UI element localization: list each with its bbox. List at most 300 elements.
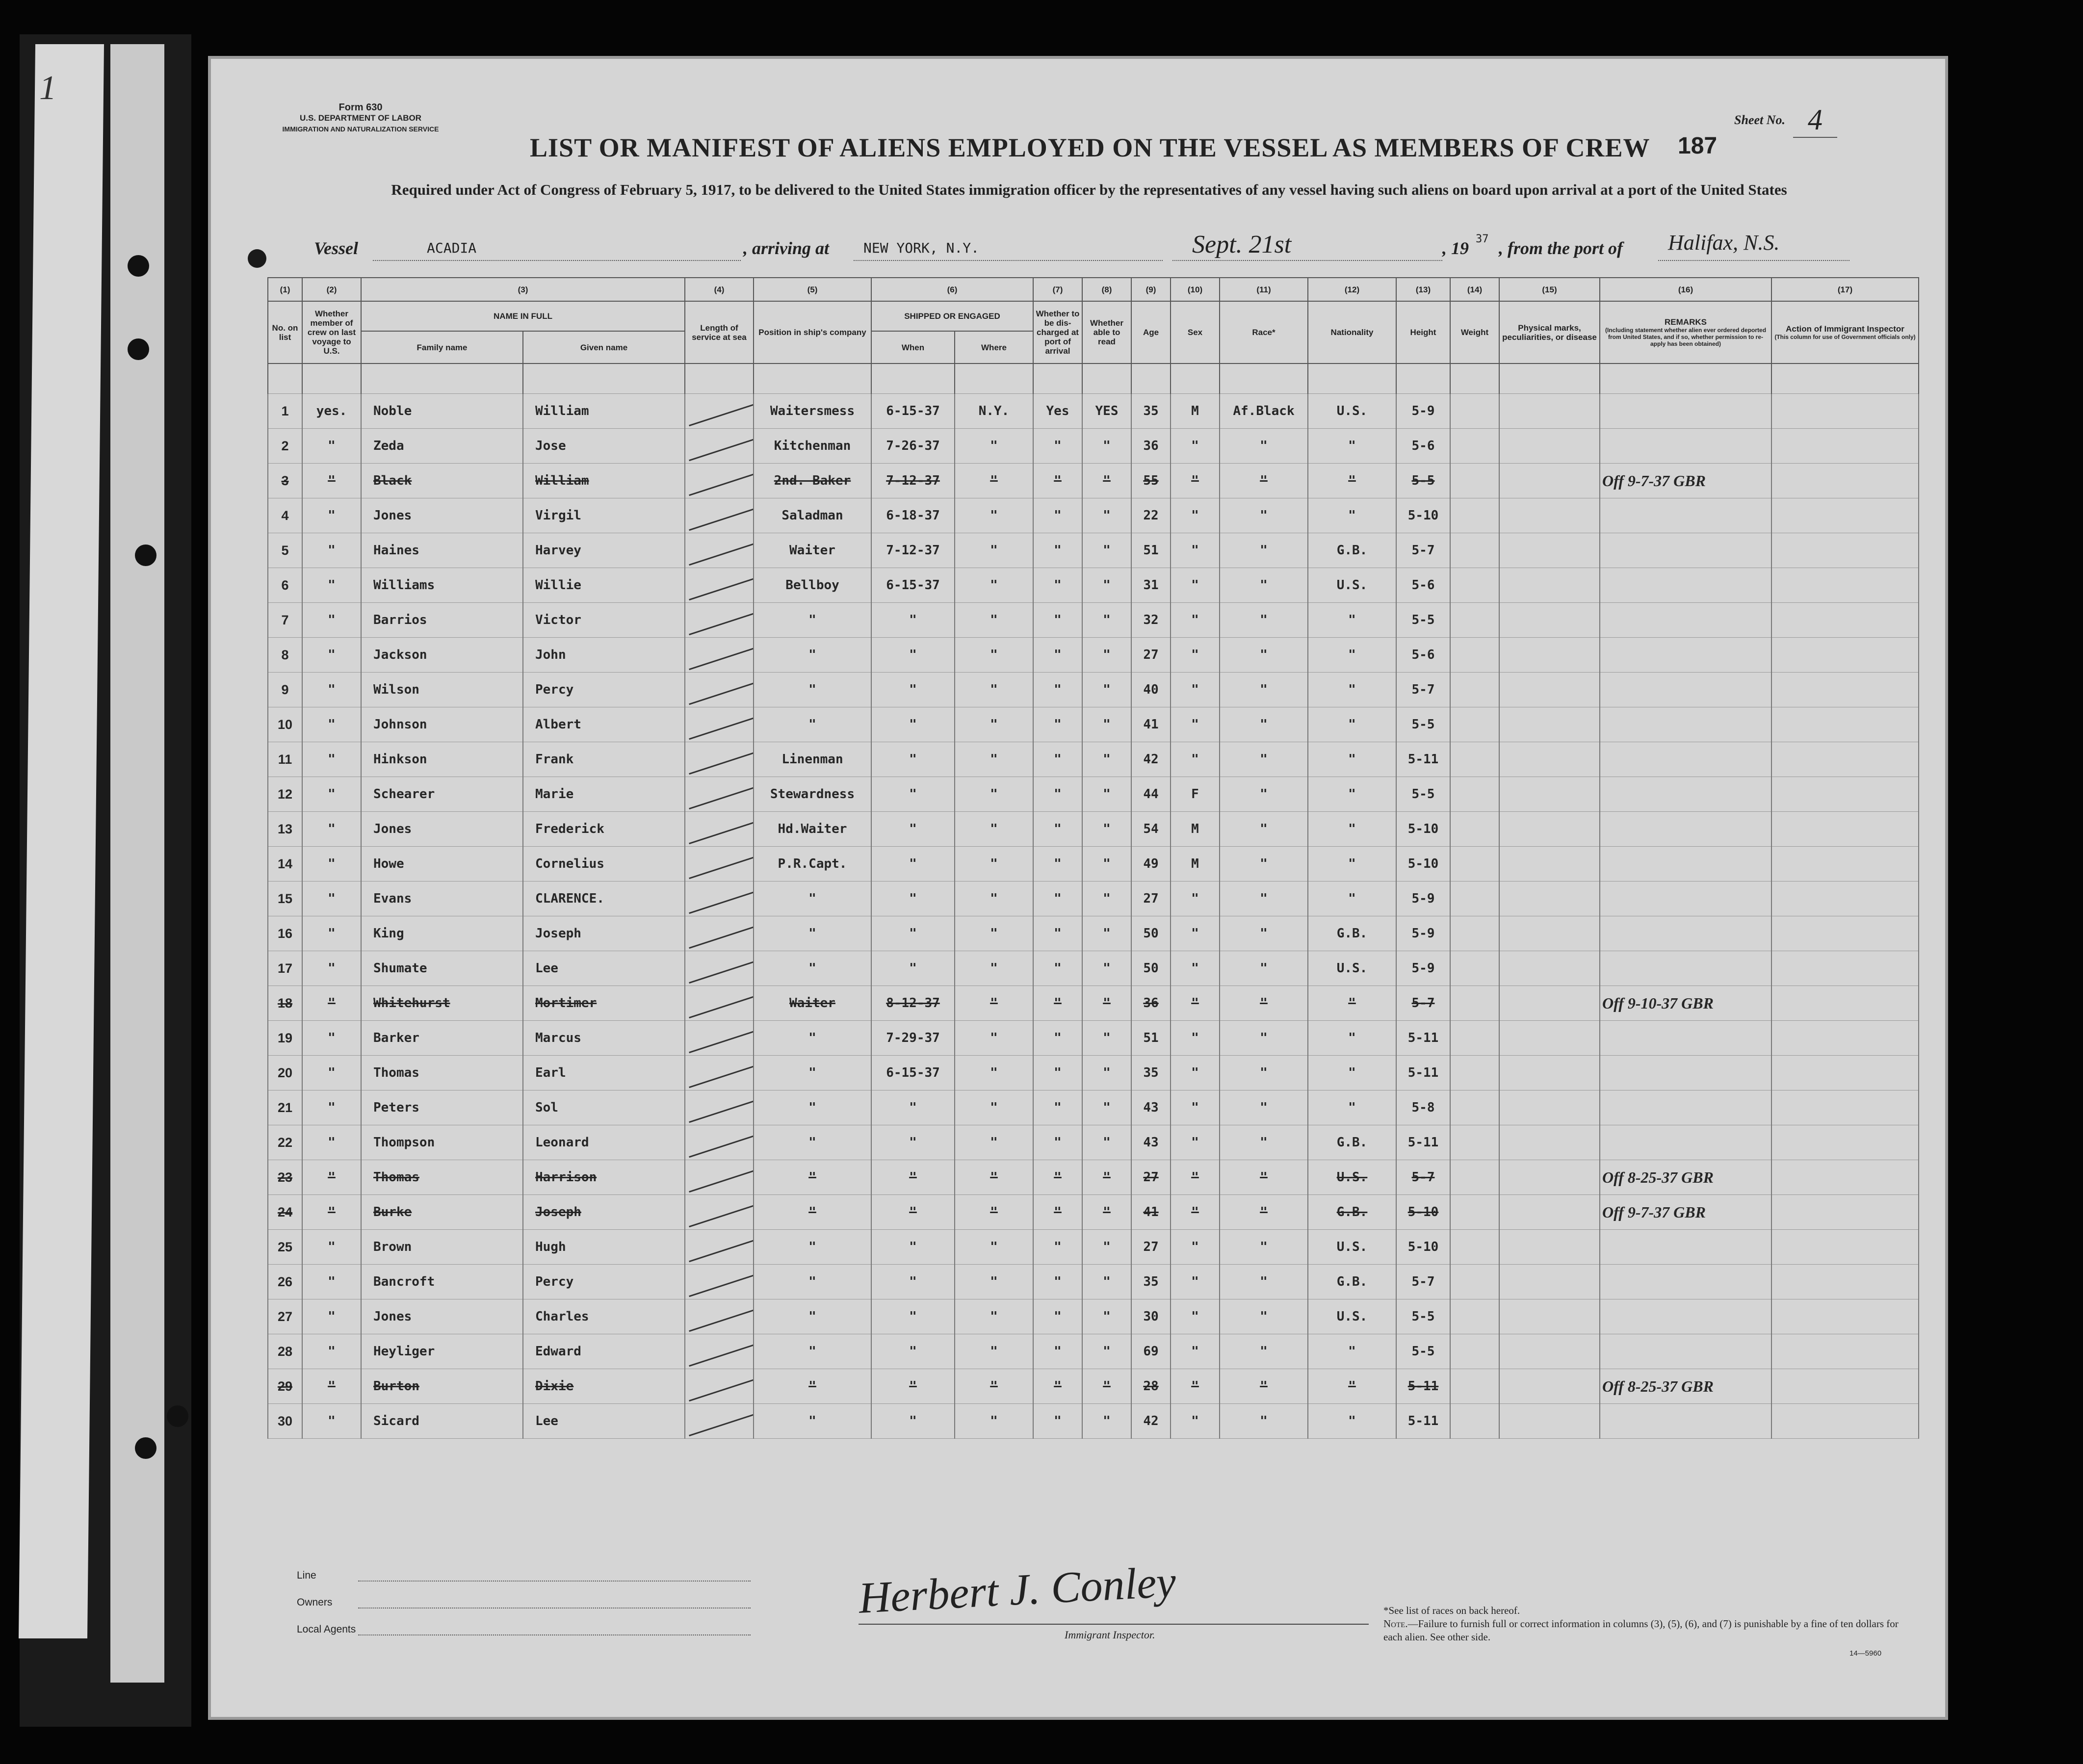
cell-action: [1771, 638, 1919, 673]
dash-mark: [689, 1412, 754, 1436]
dash-mark: [689, 576, 754, 600]
cell-when: ": [871, 1265, 955, 1299]
cell-height: 5-11: [1396, 1125, 1450, 1160]
cell-where: ": [955, 951, 1033, 986]
cell-given: Leonard: [523, 1125, 685, 1160]
length-of-service-cell: [685, 429, 754, 464]
header-action: [1771, 301, 1919, 363]
cell-member: ": [302, 742, 361, 777]
cell-position: Hd.Waiter: [754, 812, 871, 847]
cell-nat: ": [1308, 1056, 1396, 1090]
cell-family: Jackson: [361, 638, 523, 673]
cell-action: [1771, 429, 1919, 464]
table-row: [268, 1160, 1919, 1195]
cell-family: Sicard: [361, 1404, 523, 1439]
cell-family: Burton: [361, 1369, 523, 1404]
cell-where: ": [955, 986, 1033, 1021]
cell-when: 8-12-37: [871, 986, 955, 1021]
manifest-footer: [211, 1540, 1945, 1707]
cell-marks: [1499, 1125, 1600, 1160]
cell-action: [1771, 603, 1919, 638]
cell-remark: [1600, 847, 1771, 882]
cell-marks: [1499, 847, 1600, 882]
cell-nat: U.S.: [1308, 1299, 1396, 1334]
cell-sex: ": [1171, 951, 1220, 986]
cell-where: ": [955, 1404, 1033, 1439]
cell-no: 9: [268, 673, 302, 707]
cell-where: ": [955, 1090, 1033, 1125]
cell-sex: ": [1171, 1021, 1220, 1056]
cell-member: ": [302, 464, 361, 498]
cell-when: ": [871, 882, 955, 916]
table-row: [268, 1404, 1919, 1439]
cell-given: Harrison: [523, 1160, 685, 1195]
cell-when: ": [871, 603, 955, 638]
cell-no: 8: [268, 638, 302, 673]
cell-marks: [1499, 1195, 1600, 1230]
cell-marks: [1499, 1369, 1600, 1404]
cell-disch: ": [1033, 707, 1082, 742]
note-label: Note.: [1383, 1618, 1408, 1630]
cell-height: 5-8: [1396, 1090, 1450, 1125]
cell-given: Virgil: [523, 498, 685, 533]
dash-mark: [689, 472, 754, 496]
header-action-note: (This column for use of Government officials only): [1774, 334, 1916, 340]
header-remarks: [1600, 301, 1771, 363]
header-height: Height: [1396, 301, 1450, 363]
table-row: [268, 812, 1919, 847]
cell-where: ": [955, 847, 1033, 882]
cell-where: ": [955, 1265, 1033, 1299]
cell-no: 22: [268, 1125, 302, 1160]
cell-disch: ": [1033, 429, 1082, 464]
cell-read: ": [1082, 498, 1131, 533]
cell-given: Victor: [523, 603, 685, 638]
cell-sex: ": [1171, 568, 1220, 603]
table-row: [268, 638, 1919, 673]
length-of-service-cell: [685, 812, 754, 847]
cell-remark: Off 8-25-37 GBR: [1600, 1160, 1771, 1195]
cell-where: ": [955, 707, 1033, 742]
cell-remark: Off 8-25-37 GBR: [1600, 1369, 1771, 1404]
sheet-label: Sheet No.: [1734, 113, 1785, 127]
length-of-service-cell: [685, 394, 754, 429]
cell-member: ": [302, 533, 361, 568]
table-row: [268, 1195, 1919, 1230]
cell-nat: ": [1308, 1334, 1396, 1369]
cell-action: [1771, 777, 1919, 812]
cell-no: 10: [268, 707, 302, 742]
cell-no: 13: [268, 812, 302, 847]
cell-read: ": [1082, 916, 1131, 951]
cell-remark: [1600, 394, 1771, 429]
cell-race: ": [1220, 1369, 1308, 1404]
table-row: [268, 1021, 1919, 1056]
cell-given: Sol: [523, 1090, 685, 1125]
cell-sex: ": [1171, 1299, 1220, 1334]
cell-where: ": [955, 533, 1033, 568]
cell-family: Hinkson: [361, 742, 523, 777]
cell-disch: ": [1033, 1230, 1082, 1265]
cell-nat: U.S.: [1308, 951, 1396, 986]
cell-age: 43: [1131, 1090, 1171, 1125]
cell-no: 3: [268, 464, 302, 498]
cell-marks: [1499, 986, 1600, 1021]
cell-sex: ": [1171, 498, 1220, 533]
header-family-name: Family name: [361, 331, 523, 363]
cell-when: ": [871, 847, 955, 882]
cell-remark: [1600, 1265, 1771, 1299]
cell-member: ": [302, 707, 361, 742]
cell-race: ": [1220, 812, 1308, 847]
cell-action: [1771, 498, 1919, 533]
cell-given: Mortimer: [523, 986, 685, 1021]
cell-height: 5-9: [1396, 916, 1450, 951]
length-of-service-cell: [685, 568, 754, 603]
cell-nat: ": [1308, 882, 1396, 916]
cell-member: ": [302, 916, 361, 951]
col-num-2: (2): [302, 278, 361, 301]
length-of-service-cell: [685, 603, 754, 638]
cell-race: ": [1220, 1125, 1308, 1160]
header-sex: Sex: [1171, 301, 1220, 363]
length-of-service-cell: [685, 638, 754, 673]
cell-family: Howe: [361, 847, 523, 882]
cell-marks: [1499, 742, 1600, 777]
cell-no: 23: [268, 1160, 302, 1195]
cell-nat: U.S.: [1308, 568, 1396, 603]
cell-remark: [1600, 1230, 1771, 1265]
cell-remark: [1600, 568, 1771, 603]
cell-when: ": [871, 1230, 955, 1265]
cell-where: ": [955, 498, 1033, 533]
cell-height: 5-10: [1396, 1230, 1450, 1265]
cell-remark: [1600, 742, 1771, 777]
length-of-service-cell: [685, 1056, 754, 1090]
cell-remark: [1600, 533, 1771, 568]
cell-member: ": [302, 1334, 361, 1369]
cell-nat: ": [1308, 1090, 1396, 1125]
table-row: [268, 429, 1919, 464]
cell-nat: U.S.: [1308, 394, 1396, 429]
cell-action: [1771, 1265, 1919, 1299]
cell-height: 5-11: [1396, 1404, 1450, 1439]
cell-no: 19: [268, 1021, 302, 1056]
cell-weight: [1450, 1125, 1499, 1160]
dash-mark: [689, 785, 754, 809]
cell-weight: [1450, 1369, 1499, 1404]
cell-disch: ": [1033, 847, 1082, 882]
dash-mark: [689, 1308, 754, 1332]
cell-member: ": [302, 1090, 361, 1125]
cell-age: 35: [1131, 1265, 1171, 1299]
cell-age: 27: [1131, 1160, 1171, 1195]
cell-remark: [1600, 882, 1771, 916]
cell-remark: [1600, 777, 1771, 812]
cell-disch: ": [1033, 1299, 1082, 1334]
cell-position: ": [754, 603, 871, 638]
cell-marks: [1499, 498, 1600, 533]
cell-member: ": [302, 812, 361, 847]
length-of-service-cell: [685, 1369, 754, 1404]
cell-height: 5-9: [1396, 882, 1450, 916]
dash-mark: [689, 751, 754, 775]
length-of-service-cell: [685, 1299, 754, 1334]
cell-member: ": [302, 951, 361, 986]
cell-race: ": [1220, 742, 1308, 777]
cell-position: Waitersmess: [754, 394, 871, 429]
cell-action: [1771, 986, 1919, 1021]
cell-no: 29: [268, 1369, 302, 1404]
cell-no: 4: [268, 498, 302, 533]
table-row: [268, 394, 1919, 429]
cell-age: 27: [1131, 1230, 1171, 1265]
cell-weight: [1450, 847, 1499, 882]
cell-race: ": [1220, 1299, 1308, 1334]
margin-dot: [248, 249, 266, 268]
cell-marks: [1499, 673, 1600, 707]
cell-marks: [1499, 464, 1600, 498]
cell-member: ": [302, 1056, 361, 1090]
dash-mark: [689, 960, 754, 984]
cell-family: Shumate: [361, 951, 523, 986]
cell-where: ": [955, 1195, 1033, 1230]
cell-read: ": [1082, 847, 1131, 882]
cell-sex: ": [1171, 986, 1220, 1021]
cell-race: ": [1220, 464, 1308, 498]
dash-mark: [689, 1238, 754, 1262]
col-num-15: (15): [1499, 278, 1600, 301]
cell-age: 32: [1131, 603, 1171, 638]
cell-member: ": [302, 882, 361, 916]
cell-height: 5-7: [1396, 533, 1450, 568]
cell-weight: [1450, 533, 1499, 568]
cell-sex: ": [1171, 1056, 1220, 1090]
cell-race: ": [1220, 951, 1308, 986]
cell-height: 5-7: [1396, 1160, 1450, 1195]
table-row: [268, 916, 1919, 951]
cell-height: 5-9: [1396, 951, 1450, 986]
header-physical-marks: Physical marks, peculiarities, or disease: [1499, 301, 1600, 363]
cell-family: Jones: [361, 498, 523, 533]
cell-weight: [1450, 742, 1499, 777]
cell-family: Noble: [361, 394, 523, 429]
dash-mark: [689, 1099, 754, 1123]
cell-member: ": [302, 1195, 361, 1230]
cell-when: ": [871, 1404, 955, 1439]
cell-read: ": [1082, 1299, 1131, 1334]
cell-marks: [1499, 568, 1600, 603]
cell-no: 24: [268, 1195, 302, 1230]
cell-race: ": [1220, 568, 1308, 603]
length-of-service-cell: [685, 1021, 754, 1056]
cell-member: ": [302, 673, 361, 707]
cell-nat: G.B.: [1308, 1195, 1396, 1230]
cell-given: Marcus: [523, 1021, 685, 1056]
cell-given: Cornelius: [523, 847, 685, 882]
cell-height: 5-6: [1396, 429, 1450, 464]
cell-action: [1771, 1021, 1919, 1056]
cell-action: [1771, 1369, 1919, 1404]
length-of-service-cell: [685, 533, 754, 568]
header-discharged: Whether to be dis-charged at port of arrival: [1033, 301, 1082, 363]
cell-sex: ": [1171, 1404, 1220, 1439]
cell-age: 36: [1131, 429, 1171, 464]
cell-action: [1771, 812, 1919, 847]
column-numbers-row: [268, 278, 1919, 301]
cell-age: 36: [1131, 986, 1171, 1021]
cell-action: [1771, 673, 1919, 707]
header-action-title: Action of Immigrant Inspector: [1786, 324, 1904, 334]
races-note: *See list of races on back hereof.: [1383, 1605, 1520, 1616]
cell-nat: ": [1308, 673, 1396, 707]
cell-race: Af.Black: [1220, 394, 1308, 429]
cell-family: Jones: [361, 812, 523, 847]
cell-height: 5-5: [1396, 777, 1450, 812]
cell-position: ": [754, 1299, 871, 1334]
cell-read: ": [1082, 1125, 1131, 1160]
from-label: , from the port of: [1499, 238, 1623, 258]
inspector-signature: Herbert J. Conley: [857, 1557, 1177, 1623]
cell-no: 12: [268, 777, 302, 812]
cell-action: [1771, 533, 1919, 568]
cell-weight: [1450, 777, 1499, 812]
owners-label: Owners: [297, 1597, 333, 1608]
cell-height: 5-10: [1396, 1195, 1450, 1230]
dash-mark: [689, 542, 754, 566]
header-name-in-full: NAME IN FULL: [361, 301, 685, 331]
cell-race: ": [1220, 533, 1308, 568]
length-of-service-cell: [685, 1265, 754, 1299]
cell-position: ": [754, 1090, 871, 1125]
cell-when: ": [871, 1090, 955, 1125]
cell-disch: ": [1033, 673, 1082, 707]
length-of-service-cell: [685, 1195, 754, 1230]
cell-family: Evans: [361, 882, 523, 916]
col-num-1: (1): [268, 278, 302, 301]
cell-disch: ": [1033, 882, 1082, 916]
cell-disch: ": [1033, 1090, 1082, 1125]
cell-race: ": [1220, 882, 1308, 916]
cell-position: Kitchenman: [754, 429, 871, 464]
cell-position: ": [754, 1334, 871, 1369]
manifest-page: [211, 59, 1945, 1717]
length-of-service-cell: [685, 742, 754, 777]
dash-mark: [689, 1168, 754, 1193]
cell-when: 6-15-37: [871, 1056, 955, 1090]
cell-where: ": [955, 1021, 1033, 1056]
cell-marks: [1499, 1056, 1600, 1090]
cell-read: ": [1082, 1090, 1131, 1125]
cell-nat: ": [1308, 603, 1396, 638]
cell-age: 50: [1131, 951, 1171, 986]
length-of-service-cell: [685, 777, 754, 812]
cell-sex: ": [1171, 882, 1220, 916]
page-subtitle: Required under Act of Congress of February 5, 1917, to be delivered to the United States immigration officer by the representatives of any vessel having such aliens on board upon arrival at a port of the United States: [391, 181, 1787, 198]
cell-sex: M: [1171, 812, 1220, 847]
cell-remark: [1600, 951, 1771, 986]
dash-mark: [689, 1203, 754, 1227]
cell-read: ": [1082, 1195, 1131, 1230]
manifest-header: [211, 59, 1945, 275]
vessel-label: Vessel: [314, 238, 358, 258]
line-underline: [358, 1581, 751, 1582]
length-of-service-cell: [685, 498, 754, 533]
form-code: 14—5960: [1849, 1649, 1882, 1658]
cell-no: 18: [268, 986, 302, 1021]
margin-note: 1: [39, 69, 56, 107]
length-of-service-cell: [685, 1230, 754, 1265]
table-row: [268, 1299, 1919, 1334]
table-row: [268, 498, 1919, 533]
cell-sex: M: [1171, 394, 1220, 429]
cell-read: ": [1082, 1230, 1131, 1265]
length-of-service-cell: [685, 1334, 754, 1369]
col-num-9: (9): [1131, 278, 1171, 301]
cell-where: ": [955, 742, 1033, 777]
cell-given: Marie: [523, 777, 685, 812]
cell-where: ": [955, 638, 1033, 673]
cell-weight: [1450, 986, 1499, 1021]
cell-given: Lee: [523, 1404, 685, 1439]
cell-where: ": [955, 673, 1033, 707]
header-length-service: Length of service at sea: [685, 301, 754, 363]
cell-weight: [1450, 951, 1499, 986]
vessel-line: [299, 233, 1869, 262]
cell-when: ": [871, 1334, 955, 1369]
cell-disch: ": [1033, 464, 1082, 498]
table-row: [268, 777, 1919, 812]
cell-read: ": [1082, 812, 1131, 847]
cell-member: ": [302, 568, 361, 603]
cell-position: ": [754, 916, 871, 951]
cell-race: ": [1220, 1230, 1308, 1265]
col-num-4: (4): [685, 278, 754, 301]
service-name: IMMIGRATION AND NATURALIZATION SERVICE: [282, 125, 439, 133]
cell-age: 41: [1131, 1195, 1171, 1230]
cell-nat: U.S.: [1308, 1160, 1396, 1195]
cell-read: ": [1082, 429, 1131, 464]
cell-read: ": [1082, 638, 1131, 673]
cell-where: ": [955, 568, 1033, 603]
cell-family: Bancroft: [361, 1265, 523, 1299]
header-remarks-title: REMARKS: [1665, 317, 1707, 327]
cell-where: ": [955, 777, 1033, 812]
cell-marks: [1499, 777, 1600, 812]
length-of-service-cell: [685, 986, 754, 1021]
col-num-17: (17): [1771, 278, 1919, 301]
date-underline: [1172, 260, 1442, 261]
cell-action: [1771, 568, 1919, 603]
col-num-14: (14): [1450, 278, 1499, 301]
cell-position: 2nd. Baker: [754, 464, 871, 498]
dash-mark: [689, 994, 754, 1018]
cell-action: [1771, 882, 1919, 916]
cell-sex: ": [1171, 533, 1220, 568]
crew-table: [267, 277, 1919, 1439]
cell-sex: ": [1171, 1090, 1220, 1125]
cell-no: 16: [268, 916, 302, 951]
cell-given: Willie: [523, 568, 685, 603]
cell-marks: [1499, 882, 1600, 916]
cell-given: Harvey: [523, 533, 685, 568]
header-remarks-note: (Including statement whether alien ever ordered deported from United States, and if so, whether permission to re-apply has been obtained): [1605, 327, 1767, 347]
cell-nat: ": [1308, 638, 1396, 673]
cell-age: 41: [1131, 707, 1171, 742]
cell-nat: U.S.: [1308, 1230, 1396, 1265]
cell-action: [1771, 1195, 1919, 1230]
cell-nat: G.B.: [1308, 533, 1396, 568]
